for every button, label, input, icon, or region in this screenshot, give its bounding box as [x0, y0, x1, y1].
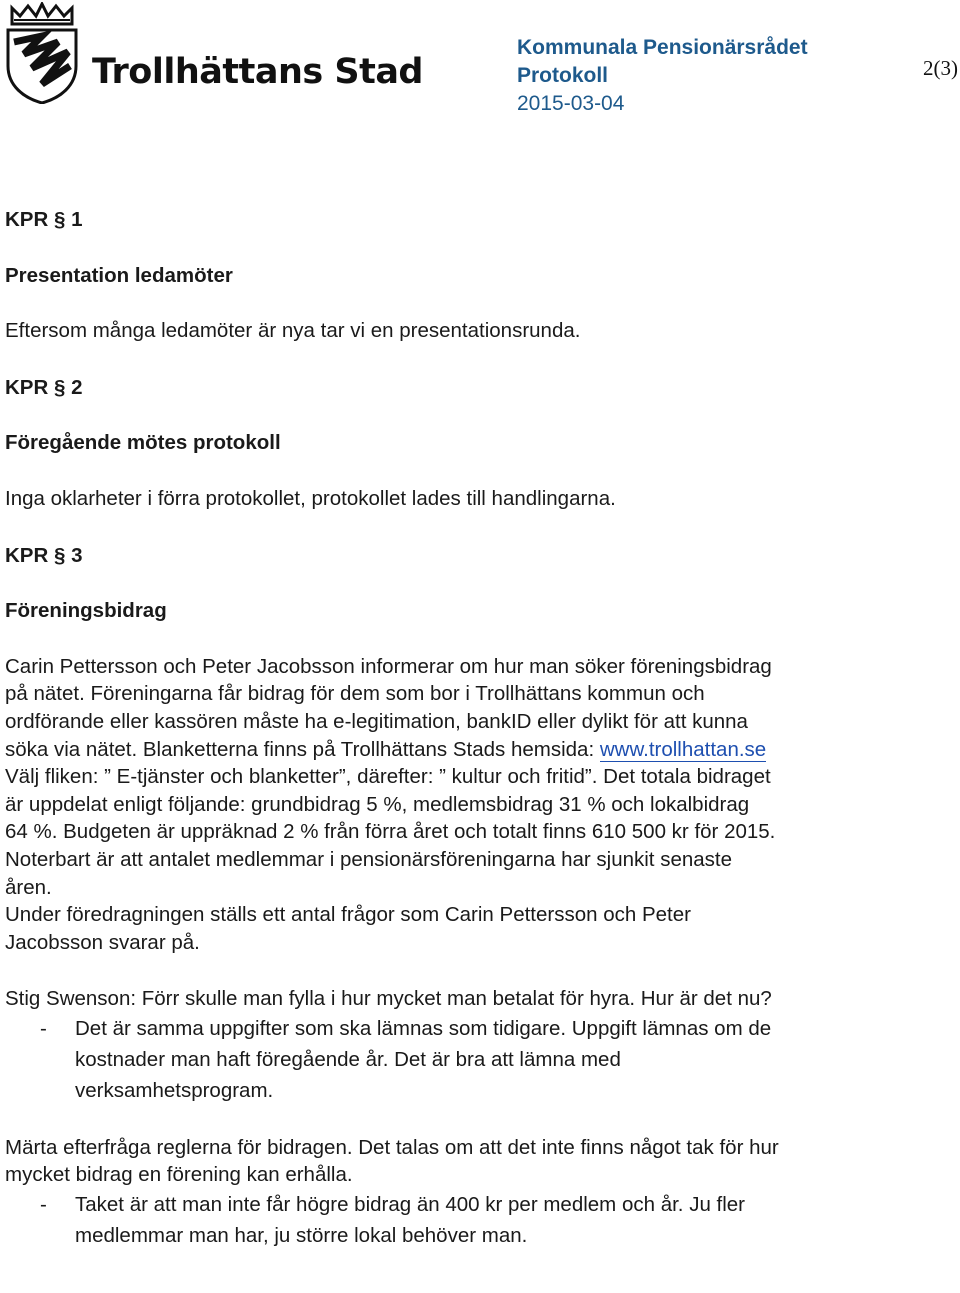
question-1: Stig Swenson: Förr skulle man fylla i hur mycket man betalat för hyra. Hur är det nu?: [5, 987, 772, 1011]
section-2-text: Inga oklarheter i förra protokollet, protokollet lades till handlingarna.: [5, 486, 616, 510]
bullet-line: verksamhetsprogram.: [75, 1078, 274, 1102]
organization-name: Kommunala Pensionärsrådet: [517, 36, 808, 59]
section-2-heading: KPR § 2: [5, 375, 83, 399]
brand-wordmark: Trollhättans Stad: [92, 52, 423, 92]
website-link[interactable]: www.trollhattan.se: [599, 737, 767, 761]
page-header: [0, 0, 960, 115]
answer-2-bullet: [5, 1189, 925, 1251]
paragraph-line: Under föredragningen ställs ett antal frågor som Carin Pettersson och Peter: [5, 903, 691, 927]
section-2-title: Föregående mötes protokoll: [5, 431, 281, 455]
paragraph-line: är uppdelat enligt följande: grundbidrag 5 %, medlemsbidrag 31 % och lokalbidrag: [5, 792, 750, 816]
section-1-title: Presentation ledamöter: [5, 263, 233, 287]
document-body: [5, 206, 925, 1251]
page-number: 2(3): [923, 56, 958, 80]
answer-1-bullet: [5, 1013, 925, 1106]
section-1-heading: KPR § 1: [5, 208, 83, 231]
paragraph-line: åren.: [5, 875, 52, 899]
section-1-text: Eftersom många ledamöter är nya tar vi en presentationsrunda.: [5, 319, 581, 343]
paragraph-line: Jacobsson svarar på.: [5, 930, 200, 954]
paragraph-line: Märta efterfråga reglerna för bidragen. Det talas om att det inte finns något tak för hur: [5, 1135, 779, 1159]
paragraph-line: på nätet. Föreningarna får bidrag för dem som bor i Trollhättans kommun och: [5, 682, 705, 706]
bullet-line: Taket är att man inte får högre bidrag än 400 kr per medlem och år. Ju fler: [75, 1193, 746, 1217]
paragraph-line: 64 %. Budgeten är uppräknad 2 % från förra året och totalt finns 610 500 kr för 2015.: [5, 820, 776, 844]
meeting-date: 2015-03-04: [517, 92, 625, 115]
paragraph-line: ordförande eller kassören måste ha e-legitimation, bankID eller dylikt för att kunna: [5, 709, 748, 733]
bullet-line: medlemmar man har, ju större lokal behöver man.: [75, 1224, 528, 1248]
paragraph-line-text: söka via nätet. Blanketterna finns på Trollhättans Stads hemsida:: [5, 737, 600, 761]
bullet-dash: -: [40, 1016, 47, 1040]
paragraph-line: [5, 736, 925, 764]
paragraph-line: Carin Pettersson och Peter Jacobsson informerar om hur man söker föreningsbidrag: [5, 654, 772, 678]
municipal-crest-logo: [2, 2, 82, 104]
header-meta: [517, 34, 808, 118]
paragraph-line: mycket bidrag en förening kan erhålla.: [5, 1163, 353, 1187]
section-3-paragraph: [5, 653, 925, 957]
bullet-line: kostnader man haft föregående år. Det är bra att lämna med: [75, 1047, 621, 1071]
section-3-title: Föreningsbidrag: [5, 599, 167, 623]
question-2: [5, 1134, 925, 1189]
section-3-heading: KPR § 3: [5, 543, 83, 567]
paragraph-line: Välj fliken: ” E-tjänster och blanketter”, därefter: ” kultur och fritid”. Det totala bidraget: [5, 765, 771, 789]
bullet-dash: -: [40, 1193, 47, 1217]
document-type: Protokoll: [517, 64, 609, 87]
paragraph-line: Noterbart är att antalet medlemmar i pensionärsföreningarna har sjunkit senaste: [5, 847, 732, 871]
bullet-line: Det är samma uppgifter som ska lämnas som tidigare. Uppgift lämnas om de: [75, 1016, 772, 1040]
